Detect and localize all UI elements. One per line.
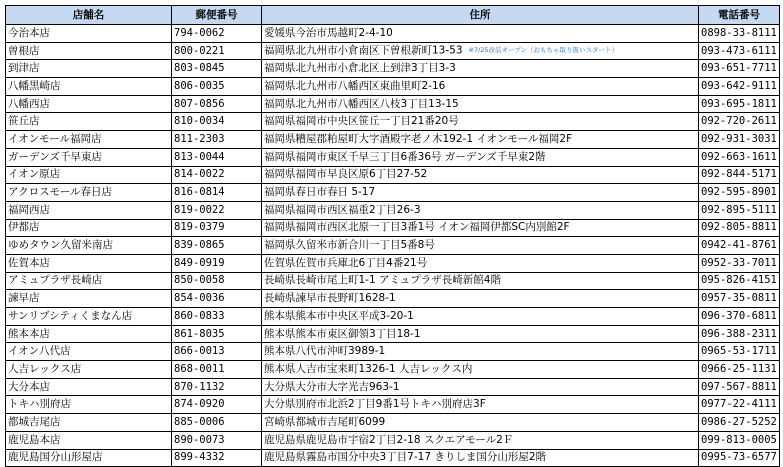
address-text: 福岡県福岡市中央区笹丘一丁目21番20号: [264, 115, 459, 128]
store-name-cell: イオン八代店: [6, 343, 172, 361]
address-text: 福岡県春日市春日 5-17: [264, 186, 376, 199]
store-name-cell: アミュプラザ長崎店: [6, 272, 172, 290]
store-name-cell: 伊都店: [6, 219, 172, 237]
store-name-cell: 福岡西店: [6, 201, 172, 219]
address-text: 熊本県人吉市宝来町1326-1 人吉レックス内: [264, 362, 473, 375]
table-row: [6, 25, 780, 43]
address-text: 福岡県福岡市東区千早三丁目6番36号 ガーデンズ千早東2階: [264, 150, 546, 163]
address-text: 福岡県福岡市西区北原一丁目3番1号 イオン福岡伊都SC内別館2F: [264, 221, 570, 234]
postal-code-cell: 813-0044: [172, 148, 262, 166]
postal-code-cell: 819-0022: [172, 201, 262, 219]
postal-code-cell: 811-2303: [172, 131, 262, 149]
postal-code-cell: 806-0035: [172, 78, 262, 96]
address-cell: [262, 113, 699, 131]
phone-cell: 092-844-5171: [699, 166, 780, 184]
table-row: [6, 148, 780, 166]
store-name-cell: イオン原店: [6, 166, 172, 184]
table-row: [6, 414, 780, 432]
header-postal-code: 郵便番号: [172, 6, 262, 25]
address-cell: [262, 42, 699, 60]
store-name-cell: 大分本店: [6, 378, 172, 396]
address-cell: [262, 201, 699, 219]
address-text: 福岡県北九州市小倉北区上到津3丁目3-3: [264, 62, 456, 75]
phone-cell: 092-805-8811: [699, 219, 780, 237]
store-name-cell: 曽根店: [6, 42, 172, 60]
store-table: [5, 5, 780, 467]
phone-cell: 092-931-3031: [699, 131, 780, 149]
postal-code-cell: 861-8035: [172, 325, 262, 343]
store-name-cell: 鹿児島国分山形屋店: [6, 449, 172, 467]
table-row: [6, 431, 780, 449]
address-text: 福岡県久留米市新合川一丁目5番8号: [264, 239, 435, 252]
phone-cell: 092-720-2611: [699, 113, 780, 131]
phone-cell: 099-813-0005: [699, 431, 780, 449]
address-cell: [262, 219, 699, 237]
store-name-cell: 佐賀本店: [6, 254, 172, 272]
table-row: [6, 113, 780, 131]
store-name-cell: イオンモール福岡店: [6, 131, 172, 149]
store-name-cell: 八幡黒崎店: [6, 78, 172, 96]
address-text: 佐賀県佐賀市兵庫北6丁目4番21号: [264, 256, 428, 269]
table-row: [6, 378, 780, 396]
phone-cell: 095-826-4151: [699, 272, 780, 290]
address-cell: [262, 184, 699, 202]
postal-code-cell: 803-0845: [172, 60, 262, 78]
address-text: 福岡県福岡市西区福重2丁目26-3: [264, 203, 421, 216]
table-row: [6, 78, 780, 96]
phone-cell: 092-663-1611: [699, 148, 780, 166]
phone-cell: 0995-73-6577: [699, 449, 780, 467]
address-cell: [262, 25, 699, 43]
store-name-cell: アクロスモール春日店: [6, 184, 172, 202]
store-name-cell: 笹丘店: [6, 113, 172, 131]
address-cell: [262, 325, 699, 343]
address-cell: [262, 431, 699, 449]
address-text: 鹿児島県霧島市国分中央3丁目7-17 きりしま国分山形屋2階: [264, 451, 547, 464]
address-cell: [262, 95, 699, 113]
postal-code-cell: 870-1132: [172, 378, 262, 396]
table-row: [6, 60, 780, 78]
address-cell: [262, 290, 699, 308]
store-name-cell: 八幡西店: [6, 95, 172, 113]
table-row: [6, 201, 780, 219]
table-row: [6, 184, 780, 202]
address-text: 熊本県熊本市中央区平成3-20-1: [264, 309, 414, 322]
postal-code-cell: 899-4332: [172, 449, 262, 467]
table-row: [6, 237, 780, 255]
address-text: 福岡県北九州市八幡西区八枝3丁目13-15: [264, 97, 459, 110]
table-row: [6, 95, 780, 113]
address-cell: [262, 131, 699, 149]
postal-code-cell: 807-0856: [172, 95, 262, 113]
phone-cell: 096-370-6811: [699, 308, 780, 326]
postal-code-cell: 814-0022: [172, 166, 262, 184]
address-text: 福岡県北九州市小倉南区下曽根新町13-53: [264, 44, 463, 57]
store-name-cell: トキハ別府店: [6, 396, 172, 414]
postal-code-cell: 860-0833: [172, 308, 262, 326]
address-cell: [262, 254, 699, 272]
address-cell: [262, 361, 699, 379]
address-text: 長崎県諫早市長野町1628-1: [264, 292, 396, 305]
postal-code-cell: 800-0221: [172, 42, 262, 60]
address-cell: [262, 396, 699, 414]
address-cell: [262, 308, 699, 326]
table-row: [6, 396, 780, 414]
address-text: 大分県別府市北浜2丁目9番1号トキハ別府店3F: [264, 398, 486, 411]
postal-code-cell: 866-0013: [172, 343, 262, 361]
address-cell: [262, 78, 699, 96]
phone-cell: 0986-27-5252: [699, 414, 780, 432]
table-row: [6, 272, 780, 290]
phone-cell: 0977-22-4111: [699, 396, 780, 414]
phone-cell: 0965-53-1711: [699, 343, 780, 361]
table-row: [6, 219, 780, 237]
postal-code-cell: 890-0073: [172, 431, 262, 449]
postal-code-cell: 839-0865: [172, 237, 262, 255]
address-text: 福岡県北九州市八幡西区東曲里町2-16: [264, 79, 446, 92]
phone-cell: 096-388-2311: [699, 325, 780, 343]
phone-cell: 0957-35-0811: [699, 290, 780, 308]
address-cell: [262, 237, 699, 255]
table-row: [6, 290, 780, 308]
address-cell: [262, 449, 699, 467]
postal-code-cell: 885-0006: [172, 414, 262, 432]
phone-cell: 093-695-1811: [699, 95, 780, 113]
address-cell: [262, 166, 699, 184]
address-text: 宮崎県都城市吉尾町6099: [264, 415, 386, 428]
postal-code-cell: 794-0062: [172, 25, 262, 43]
address-text: 熊本県熊本市東区御領3丁目18-1: [264, 327, 421, 340]
postal-code-cell: 854-0036: [172, 290, 262, 308]
phone-cell: 0898-33-8111: [699, 25, 780, 43]
phone-cell: 093-473-6111: [699, 42, 780, 60]
store-name-cell: 鹿児島本店: [6, 431, 172, 449]
store-name-cell: 熊本本店: [6, 325, 172, 343]
store-name-cell: ゆめタウン久留米南店: [6, 237, 172, 255]
store-name-cell: 諫早店: [6, 290, 172, 308]
table-row: [6, 325, 780, 343]
phone-cell: 0966-25-1131: [699, 361, 780, 379]
header-store-name: 店舗名: [6, 6, 172, 25]
postal-code-cell: 868-0011: [172, 361, 262, 379]
header-phone: 電話番号: [699, 6, 780, 25]
postal-code-cell: 850-0058: [172, 272, 262, 290]
store-list: [5, 5, 779, 467]
postal-code-cell: 819-0379: [172, 219, 262, 237]
address-text: 大分県大分市大字光吉963-1: [264, 380, 400, 393]
store-name-cell: 到津店: [6, 60, 172, 78]
store-name-cell: 都城吉尾店: [6, 414, 172, 432]
address-cell: [262, 414, 699, 432]
postal-code-cell: 810-0034: [172, 113, 262, 131]
postal-code-cell: 816-0814: [172, 184, 262, 202]
table-row: [6, 449, 780, 467]
phone-cell: 097-567-8811: [699, 378, 780, 396]
phone-cell: 093-651-7711: [699, 60, 780, 78]
store-name-cell: ガーデンズ千早東店: [6, 148, 172, 166]
table-body: [6, 25, 780, 467]
phone-cell: 092-895-5111: [699, 201, 780, 219]
store-name-cell: 人吉レックス店: [6, 361, 172, 379]
phone-cell: 0952-33-7011: [699, 254, 780, 272]
address-text: 鹿児島県鹿児島市宇宿2丁目2-18 スクエアモール2Ｆ: [264, 433, 514, 446]
address-cell: [262, 148, 699, 166]
address-text: 福岡県糟屋郡粕屋町大字酒殿字老ノ木192-1 イオンモール福岡2F: [264, 132, 573, 145]
store-name-cell: サンリブシティくまなん店: [6, 308, 172, 326]
address-note: ※7/25改装オープン（おもちゃ取り扱いスタート）: [468, 46, 618, 55]
table-row: [6, 361, 780, 379]
address-text: 愛媛県今治市馬越町2-4-10: [264, 26, 393, 39]
phone-cell: 092-595-8901: [699, 184, 780, 202]
store-name-cell: 今治本店: [6, 25, 172, 43]
address-cell: [262, 272, 699, 290]
address-text: 長崎県長崎市尾上町1-1 アミュプラザ長崎新館4階: [264, 274, 501, 287]
address-cell: [262, 343, 699, 361]
phone-cell: 0942-41-8761: [699, 237, 780, 255]
table-row: [6, 254, 780, 272]
table-row: [6, 131, 780, 149]
address-cell: [262, 60, 699, 78]
header-row: [6, 6, 780, 25]
phone-cell: 093-642-9111: [699, 78, 780, 96]
postal-code-cell: 849-0919: [172, 254, 262, 272]
table-row: [6, 343, 780, 361]
address-text: 福岡県福岡市早良区原6丁目27-52: [264, 168, 428, 181]
table-row: [6, 308, 780, 326]
address-text: 熊本県八代市沖町3989-1: [264, 345, 386, 358]
table-row: [6, 42, 780, 60]
address-cell: [262, 378, 699, 396]
postal-code-cell: 874-0920: [172, 396, 262, 414]
header-address: 住所: [262, 6, 699, 25]
table-row: [6, 166, 780, 184]
